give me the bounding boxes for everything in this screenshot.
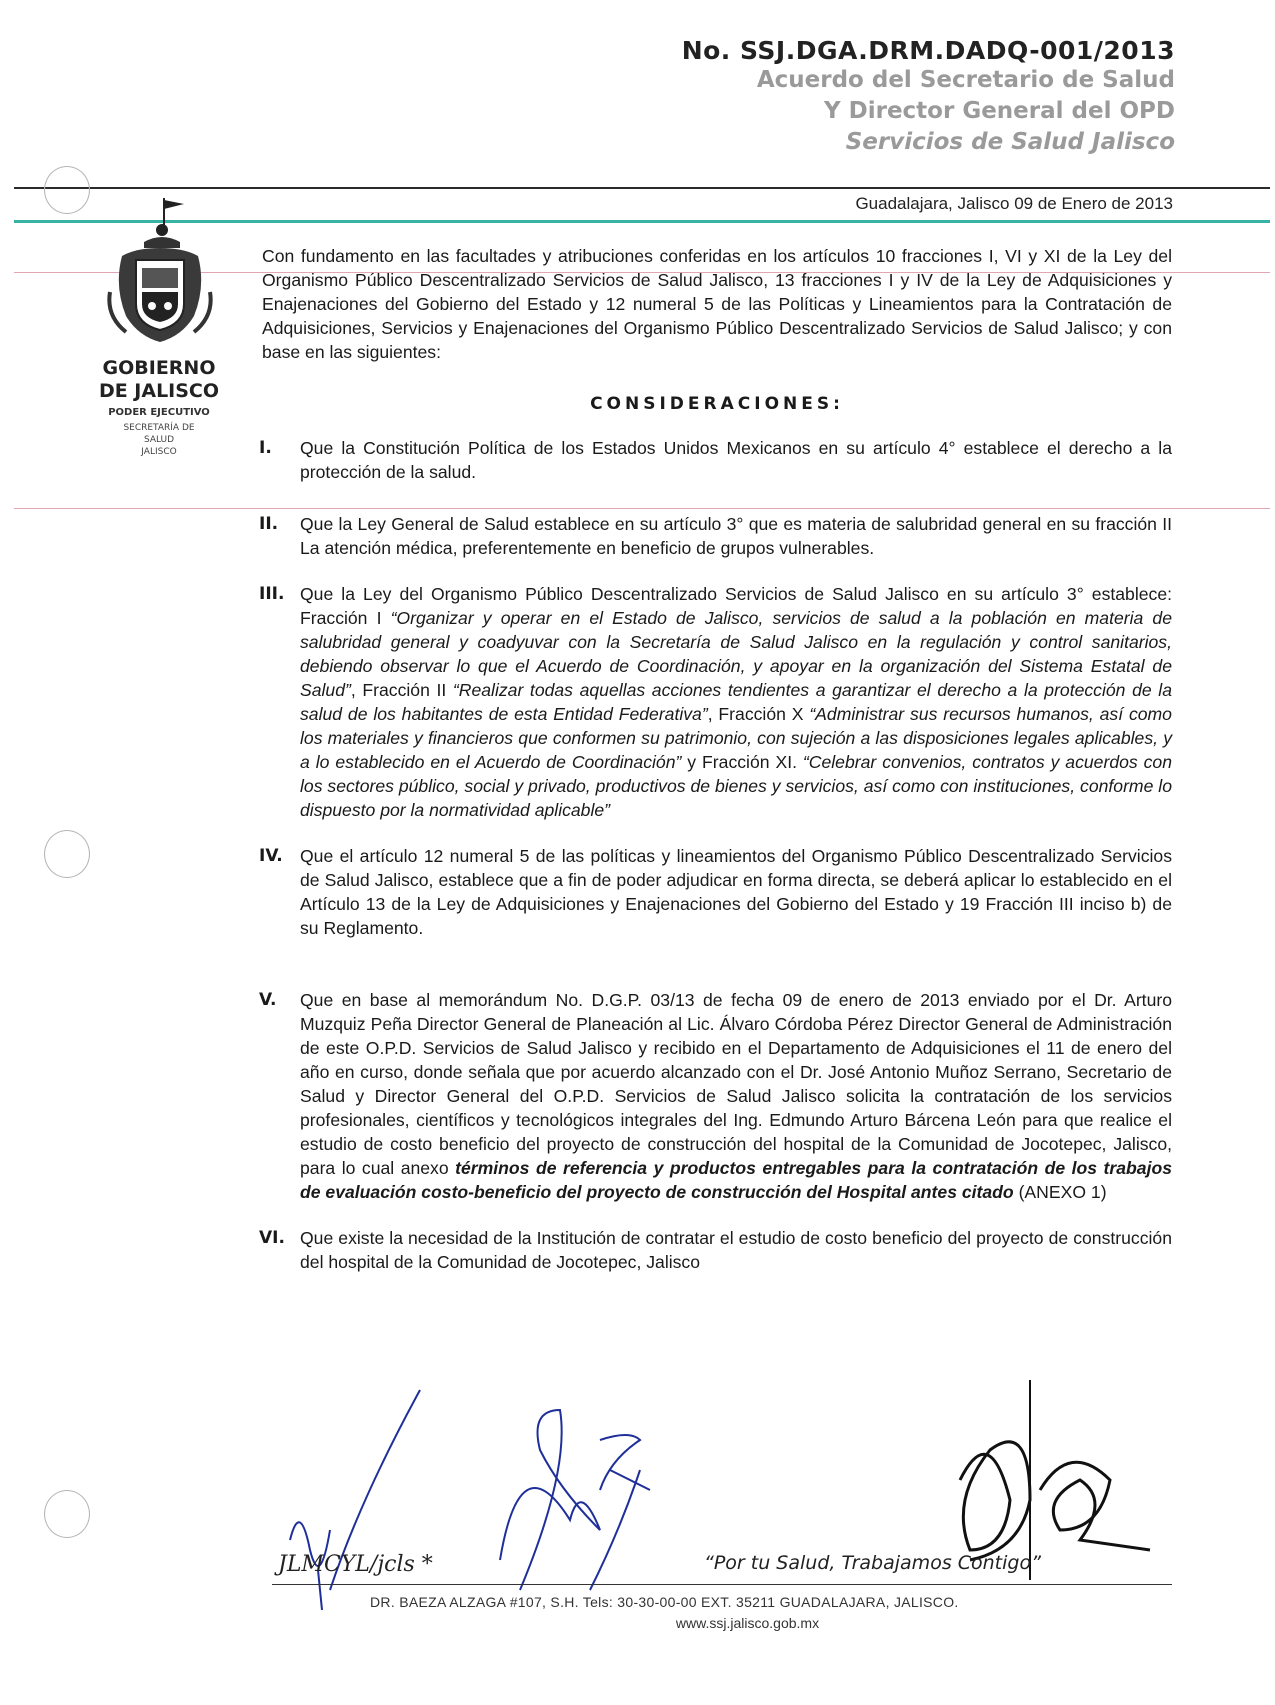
annex-reference: términos de referencia y productos entregables para la contratación de los trabajos de evaluación costo-beneficio del proyecto de construcción del Hospital antes citado <box>300 1158 1173 1202</box>
quoted-fraction-ii: “Realizar todas aquellas acciones tendientes a garantizar el derecho a la protección de la salud de los habitantes de esta Entidad Federativa” <box>300 680 1172 724</box>
header-subtitle-3: Servicios de Salud Jalisco <box>845 129 1175 155</box>
sidebar-gov-line2: DE JALISCO <box>98 380 220 402</box>
consideration-text: (ANEXO 1) <box>1013 1182 1107 1202</box>
header-subtitle-1: Acuerdo del Secretario de Salud <box>756 67 1175 93</box>
consideration-text: Que existe la necesidad de la Institución de contratar el estudio de costo beneficio del proyecto de construcción del hospital de la Comunidad de Jocotepec, Jalisco <box>300 1228 1172 1272</box>
consideration-i <box>259 436 1172 484</box>
sidebar-secretaria-line1: SECRETARÍA DE <box>123 423 195 433</box>
roman-numeral: VI. <box>259 1228 285 1248</box>
punch-hole-bottom <box>44 1490 90 1538</box>
considerations-heading: CONSIDERACIONES: <box>590 394 844 414</box>
sidebar-gov-line1: GOBIERNO <box>102 357 216 379</box>
consideration-text: Que el artículo 12 numeral 5 de las políticas y lineamientos del Organismo Público Descentralizado Servicios de Salud Jalisco, establece que a fin de poder adjudicar en forma directa, se deberá aplicar lo establecido en el Artículo 13 de la Ley de Adquisiciones y Enajenaciones del Gobierno del Estado y 19 Fracción III inciso b) de su Reglamento. <box>300 846 1172 938</box>
consideration-vi <box>259 1226 1172 1274</box>
consideration-text: Que la Constitución Política de los Estados Unidos Mexicanos en su artículo 4° establece el derecho a la protección de la salud. <box>300 438 1172 482</box>
sidebar-secretaria-line2: SALUD <box>143 435 175 445</box>
intro-paragraph: Con fundamento en las facultades y atribuciones conferidas en los artículos 10 fracciones I, VI y XI de la Ley del Organismo Público Descentralizado Servicios de Salud Jalisco, 13 fracciones I y IV de la Ley de Adquisiciones y Enajenaciones del Gobierno del Estado y 12 numeral 5 de las Políticas y Lineamientos para la Contratación de Adquisiciones, Servicios y Enajenaciones del Organismo Público Descentralizado Servicios de Salud Jalisco; y con base en las siguientes: <box>262 246 1172 362</box>
consideration-text: Que la Ley del Organismo Público Descentralizado Servicios de Salud Jalisco en su artículo 3° establece: Fracción I <box>300 584 1172 628</box>
consideration-ii <box>259 512 1172 560</box>
consideration-text: Que en base al memorándum No. D.G.P. 03/13 de fecha 09 de enero de 2013 enviado por el Dr. Arturo Muzquiz Peña Director General de Planeación al Lic. Álvaro Córdoba Pérez Director General de Administración de este O.P.D. Servicios de Salud Jalisco y recibido en el Departamento de Adquisiciones el 11 de enero del año en curso, donde señala que por acuerdo alcanzado con el Dr. José Antonio Muñoz Serrano, Secretario de Salud y Director General del O.P.D. Servicios de Salud Jalisco solicita la contratación de los servicios profesionales, científicos y tecnológicos integrales del Ing. Edmundo Arturo Bárcena León para que realice el estudio de costo beneficio del proyecto de construcción del hospital de la Comunidad de Jocotepec, Jalisco, para lo cual anexo <box>300 990 1172 1178</box>
consideration-v <box>259 988 1173 1204</box>
punch-hole-top <box>44 166 90 214</box>
consideration-text: Que la Ley General de Salud establece en su artículo 3° que es materia de salubridad general en su fracción II La atención médica, preferentemente en beneficio de grupos vulnerables. <box>300 514 1172 558</box>
footer-divider <box>272 1584 1172 1585</box>
roman-numeral: II. <box>259 514 279 534</box>
coat-of-arms-icon <box>104 196 214 346</box>
sidebar-secretaria-line3: JALISCO <box>141 447 177 457</box>
roman-numeral: III. <box>259 584 285 604</box>
header-subtitle-2: Y Director General del OPD <box>823 98 1175 124</box>
roman-numeral: I. <box>259 438 272 458</box>
punch-hole-middle <box>44 830 90 878</box>
header-divider <box>14 187 1270 189</box>
quoted-fraction-i: “Organizar y operar en el Estado de Jalisco, servicios de salud a la población en materia de salubridad general y coadyuvar con la Secretaría de Salud Jalisco en la regulación y control sanitarios, debiendo observar lo que el Acuerdo de Coordinación, y apoyar en la organización del Sistema Estatal de Salud” <box>300 608 1172 700</box>
footer-slogan: “Por tu Salud, Trabajamos Contigo” <box>704 1552 1041 1574</box>
initials-signature: JLMCYL/jcls * <box>278 1552 433 1577</box>
consideration-text: , Fracción II <box>350 680 453 700</box>
consideration-iv <box>259 844 1172 940</box>
sidebar-poder-ejecutivo: PODER EJECUTIVO <box>108 407 210 418</box>
consideration-iii <box>259 582 1173 822</box>
document-date: Guadalajara, Jalisco 09 de Enero de 2013 <box>855 194 1173 213</box>
document-number: No. SSJ.DGA.DRM.DADQ-001/2013 <box>681 36 1175 65</box>
roman-numeral: V. <box>259 990 277 1010</box>
quoted-fraction-x: “Administrar sus recursos humanos, así como los materiales y financieros que conformen su patrimonio, con sujeción a las disposiciones legales aplicables, y a lo establecido en el Acuerdo de Coordinación” <box>300 704 1172 772</box>
footer-website: www.ssj.jalisco.gob.mx <box>675 1615 820 1631</box>
document-header <box>682 36 1175 158</box>
consideration-text: , Fracción X <box>707 704 810 724</box>
document-body <box>259 244 1173 1274</box>
footer-address: DR. BAEZA ALZAGA #107, S.H. Tels: 30-30-00-00 EXT. 35211 GUADALAJARA, JALISCO. <box>370 1594 959 1610</box>
roman-numeral: IV. <box>259 846 283 866</box>
quoted-fraction-xi: “Celebrar convenios, contratos y acuerdos con los sectores público, social y privado, productivos de bienes y servicios, así como con instituciones, conforme lo dispuesto por la normatividad aplicable” <box>300 752 1173 820</box>
government-sidebar <box>88 196 230 458</box>
consideration-text: y Fracción XI. <box>681 752 803 772</box>
